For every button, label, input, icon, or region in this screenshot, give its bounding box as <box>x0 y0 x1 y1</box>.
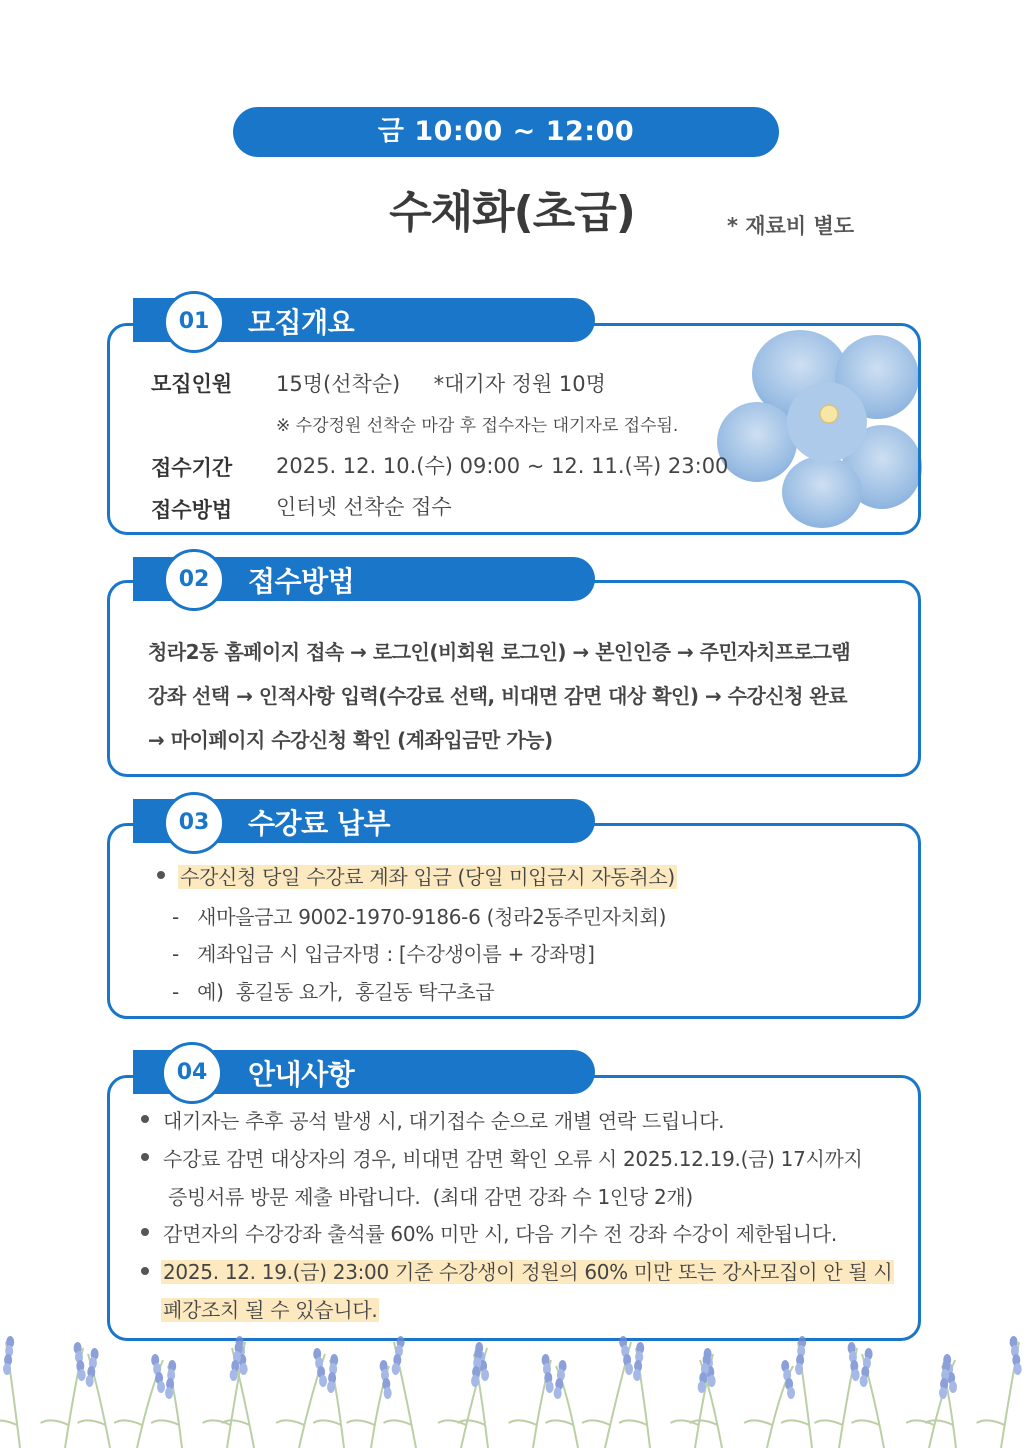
lavender-bud <box>698 1381 706 1393</box>
lavender-leaf <box>582 1420 610 1425</box>
recruit-count-note: ※ 수강정원 선착순 마감 후 접수자는 대기자로 접수됨. <box>276 416 679 436</box>
lavender-leaf <box>151 1420 179 1425</box>
lavender-bud <box>78 1369 86 1381</box>
lavender-bud <box>3 1363 11 1375</box>
notice-item-4-cont <box>161 1294 379 1323</box>
lavender-illustration <box>0 1330 1024 1448</box>
lavender-bud <box>471 1375 479 1387</box>
section-04-number: 04 <box>161 1042 223 1104</box>
notice-item-3: 감면자의 수강강좌 출석률 60% 미만 시, 다음 기수 전 강좌 수강이 제한됩니다. <box>163 1222 837 1246</box>
page-title: 수채화(초급) <box>389 187 635 238</box>
section-01-title: 모집개요 <box>248 306 355 339</box>
recruit-count-label: 모집인원 <box>151 372 233 396</box>
lavender-bud <box>86 1375 94 1387</box>
payment-depositor-item: - 계좌입금 시 입금자명 : [수강생이름 + 강좌명] <box>172 942 595 966</box>
payment-account-item: - 새마을금고 9002-1970-9186-6 (청라2동주민자치회) <box>172 905 667 929</box>
apply-method-label: 접수방법 <box>151 498 233 522</box>
payment-bullet <box>178 861 677 890</box>
lavender-bud <box>860 1375 868 1387</box>
lavender-leaf <box>78 1420 106 1425</box>
lavender-leaf <box>977 1420 1005 1425</box>
lavender-bud <box>633 1369 641 1381</box>
lavender-bud <box>481 1369 489 1381</box>
notice-highlight-1: 2025. 12. 19.(금) 23:00 기준 수강생이 정원의 60% 미만 또는 강사모집이 안 될 시 <box>163 1260 893 1284</box>
lavender-leaf <box>509 1420 537 1425</box>
lavender-bud <box>554 1387 562 1399</box>
payment-highlight: 수강신청 당일 수강료 계좌 입금 (당일 미입금시 자동취소) <box>180 865 675 889</box>
lavender-bud <box>230 1369 238 1381</box>
lavender-bud <box>240 1363 248 1375</box>
signup-step-line-3: → 마이페이지 수강신청 확인 (계좌입금만 가능) <box>148 728 553 752</box>
apply-period-value: 2025. 12. 10.(수) 09:00 ~ 12. 11.(목) 23:00 <box>276 454 729 478</box>
lavender-leaf <box>781 1420 809 1425</box>
lavender-bud <box>157 1381 165 1393</box>
lavender-bud <box>327 1381 335 1393</box>
lavender-bud <box>384 1387 392 1399</box>
section-02-title: 접수방법 <box>248 565 355 598</box>
section-02-number: 02 <box>163 549 225 611</box>
lavender-bud <box>787 1387 795 1399</box>
lavender-leaf <box>852 1420 880 1425</box>
lavender-bud <box>852 1369 860 1381</box>
lavender-leaf <box>114 1420 142 1425</box>
time-banner: 금 10:00 ~ 12:00 <box>233 107 779 157</box>
material-fee-note: * 재료비 별도 <box>727 214 855 238</box>
lavender-leaf <box>276 1420 304 1425</box>
lavender-leaf <box>347 1420 375 1425</box>
lavender-leaf <box>41 1420 69 1425</box>
bullet-dot <box>141 1228 149 1236</box>
lavender-bud <box>795 1363 803 1375</box>
section-04-title: 안내사항 <box>248 1058 355 1091</box>
lavender-bud <box>392 1363 400 1375</box>
lavender-leaf <box>546 1420 574 1425</box>
bullet-dot <box>157 871 165 879</box>
apply-method-value: 인터넷 선착순 접수 <box>276 495 452 519</box>
lavender-leaf <box>619 1420 647 1425</box>
notice-item-1: 대기자는 추후 공석 발생 시, 대기접수 순으로 개별 연락 드립니다. <box>163 1109 725 1133</box>
notice-highlight-2: 폐강조치 될 수 있습니다. <box>163 1298 378 1322</box>
lavender-bud <box>625 1363 633 1375</box>
section-03-title: 수강료 납부 <box>248 807 390 840</box>
section-01-number: 01 <box>163 291 225 353</box>
lavender-leaf <box>744 1420 772 1425</box>
recruit-count-value: 15명(선착순) *대기자 정원 10명 <box>276 372 606 396</box>
signup-step-line-1: 청라2동 홈페이지 접속 → 로그인(비회원 로그인) → 본인인증 → 주민자치프로그램 <box>148 640 851 664</box>
apply-period-label: 접수기간 <box>151 456 233 480</box>
section-03-number: 03 <box>163 792 225 854</box>
lavender-bud <box>546 1381 554 1393</box>
lavender-leaf <box>384 1420 412 1425</box>
lavender-leaf <box>313 1420 341 1425</box>
notice-item-4 <box>161 1256 894 1285</box>
lavender-leaf <box>0 1420 17 1425</box>
notice-item-2-cont: 증빙서류 방문 제출 바랍니다. (최대 감면 강좌 수 1인당 2개) <box>168 1185 693 1209</box>
payment-example-item: - 예) 홍길동 요가, 홍길동 탁구초급 <box>172 980 495 1004</box>
lavender-leaf <box>815 1420 843 1425</box>
lavender-bud <box>949 1381 957 1393</box>
notice-item-2: 수강료 감면 대상자의 경우, 비대면 감면 확인 오류 시 2025.12.19.(금) 17시까지 <box>163 1147 863 1171</box>
lavender-bud <box>165 1387 173 1399</box>
bullet-dot <box>141 1115 149 1123</box>
bullet-dot <box>141 1153 149 1161</box>
lavender-bud <box>319 1375 327 1387</box>
lavender-bud <box>939 1387 947 1399</box>
lavender-bud <box>1014 1363 1022 1375</box>
bullet-dot <box>141 1267 149 1275</box>
signup-step-line-2: 강좌 선택 → 인적사항 입력(수강료 선택, 비대면 감면 대상 확인) → 수강신청 완료 <box>148 684 848 708</box>
